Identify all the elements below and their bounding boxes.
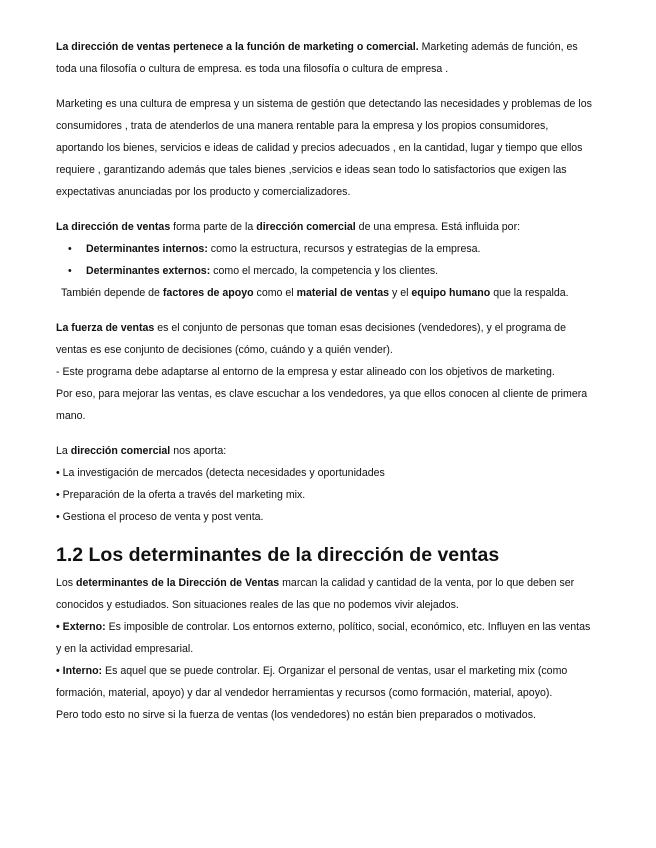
paragraph-text: Marketing además de función, es toda una filosofía o cultura de empresa. es toda una filosofía o cultura de empresa . [56, 41, 578, 75]
paragraph-text: que la respalda. [490, 287, 569, 299]
paragraph-text: También depende de [61, 287, 163, 299]
paragraph-text: Es imposible de controlar. Los entornos externo, político, social, económico, etc. Influyen en las ventas y en la actividad empresarial. [56, 621, 591, 655]
paragraph-text: y el [389, 287, 412, 299]
bold-text: dirección comercial [70, 445, 171, 457]
paragraph-text: La [56, 445, 71, 457]
bold-text: equipo humano [411, 287, 491, 299]
bold-text: factores de apoyo [162, 287, 254, 299]
paragraph-sales-force [56, 317, 598, 361]
paragraph-support-factors [56, 282, 598, 304]
list-item: • Gestiona el proceso de venta y post venta. [56, 511, 264, 523]
paragraph-text: forma parte de la [170, 221, 257, 233]
paragraph-marketing-definition: Marketing es una cultura de empresa y un sistema de gestión que detectando las necesidades y problemas de los consumidores , trata de atenderlos de una manera rentable para la empresa y los propios consumidores, aportando los bienes, servicios e ideas de calidad y precios adecuados , en la cantidad, lugar y tiempo que ellos requiere , garantizando además que tales bienes ,servicios e ideas sean todo lo satisfactorios que exigen las expectativas anunciadas por los producto y comercializadores. [56, 98, 592, 198]
bold-text: material de ventas [296, 287, 390, 299]
paragraph-text: de una empresa. Está influida por: [355, 221, 521, 233]
list-item-text: como el mercado, la competencia y los clientes. [210, 265, 439, 277]
bullet-icon: • [68, 243, 72, 255]
paragraph-text: marcan la calidad y cantidad de la venta, por lo que deben ser conocidos y estudiados. Son situaciones reales de las que no podemos vivir alejados. [56, 577, 575, 611]
paragraph-sales-direction [56, 216, 598, 238]
paragraph-internal [56, 660, 598, 704]
list-item: • La investigación de mercados (detecta necesidades y oportunidades [56, 467, 385, 479]
bold-text: Determinantes externos: [86, 265, 211, 277]
bullet-icon: • [68, 265, 72, 277]
paragraph-text: es el conjunto de personas que toman esas decisiones (vendedores), y el programa de ventas es ese conjunto de decisiones (cómo, cuándo y a quién vender). [56, 322, 566, 356]
list-item-text: como la estructura, recursos y estrategias de la empresa. [207, 243, 481, 255]
list-item [56, 238, 598, 260]
paragraph-text: Es aquel que se puede controlar. Ej. Organizar el personal de ventas, usar el marketing mix (como formación, material, apoyo) y dar al vendedor herramientas y recursos (como formación, material, apoyo). [56, 665, 568, 699]
bold-text: Determinantes internos: [86, 243, 208, 255]
paragraph-text: Los [56, 577, 77, 589]
paragraph-commercial-direction [56, 440, 598, 462]
paragraph-external [56, 616, 598, 660]
paragraph-marketing-function [56, 36, 598, 80]
bold-text: La dirección de ventas [56, 221, 171, 233]
bold-text: • Externo: [56, 621, 106, 633]
bold-text: dirección comercial [256, 221, 356, 233]
section-heading: 1.2 Los determinantes de la dirección de ventas [56, 544, 500, 566]
determinants-list [56, 238, 598, 282]
bold-text: determinantes de la Dirección de Ventas [76, 577, 280, 589]
list-item [56, 260, 598, 282]
list-item: • Preparación de la oferta a través del marketing mix. [56, 489, 306, 501]
paragraph-program: - Este programa debe adaptarse al entorno de la empresa y estar alineado con los objetivos de marketing. [56, 366, 555, 378]
paragraph-listen-sellers: Por eso, para mejorar las ventas, es clave escuchar a los vendedores, ya que ellos conocen al cliente de primera mano. [56, 388, 588, 422]
paragraph-conclusion: Pero todo esto no sirve si la fuerza de ventas (los vendedores) no están bien preparados o motivados. [56, 709, 536, 721]
bold-text: • Interno: [56, 665, 103, 677]
paragraph-text: como el [253, 287, 297, 299]
paragraph-determinants [56, 572, 598, 616]
bold-text: La fuerza de ventas [56, 322, 155, 334]
paragraph-text: nos aporta: [170, 445, 227, 457]
bold-text: La dirección de ventas pertenece a la función de marketing o comercial. [56, 41, 419, 53]
